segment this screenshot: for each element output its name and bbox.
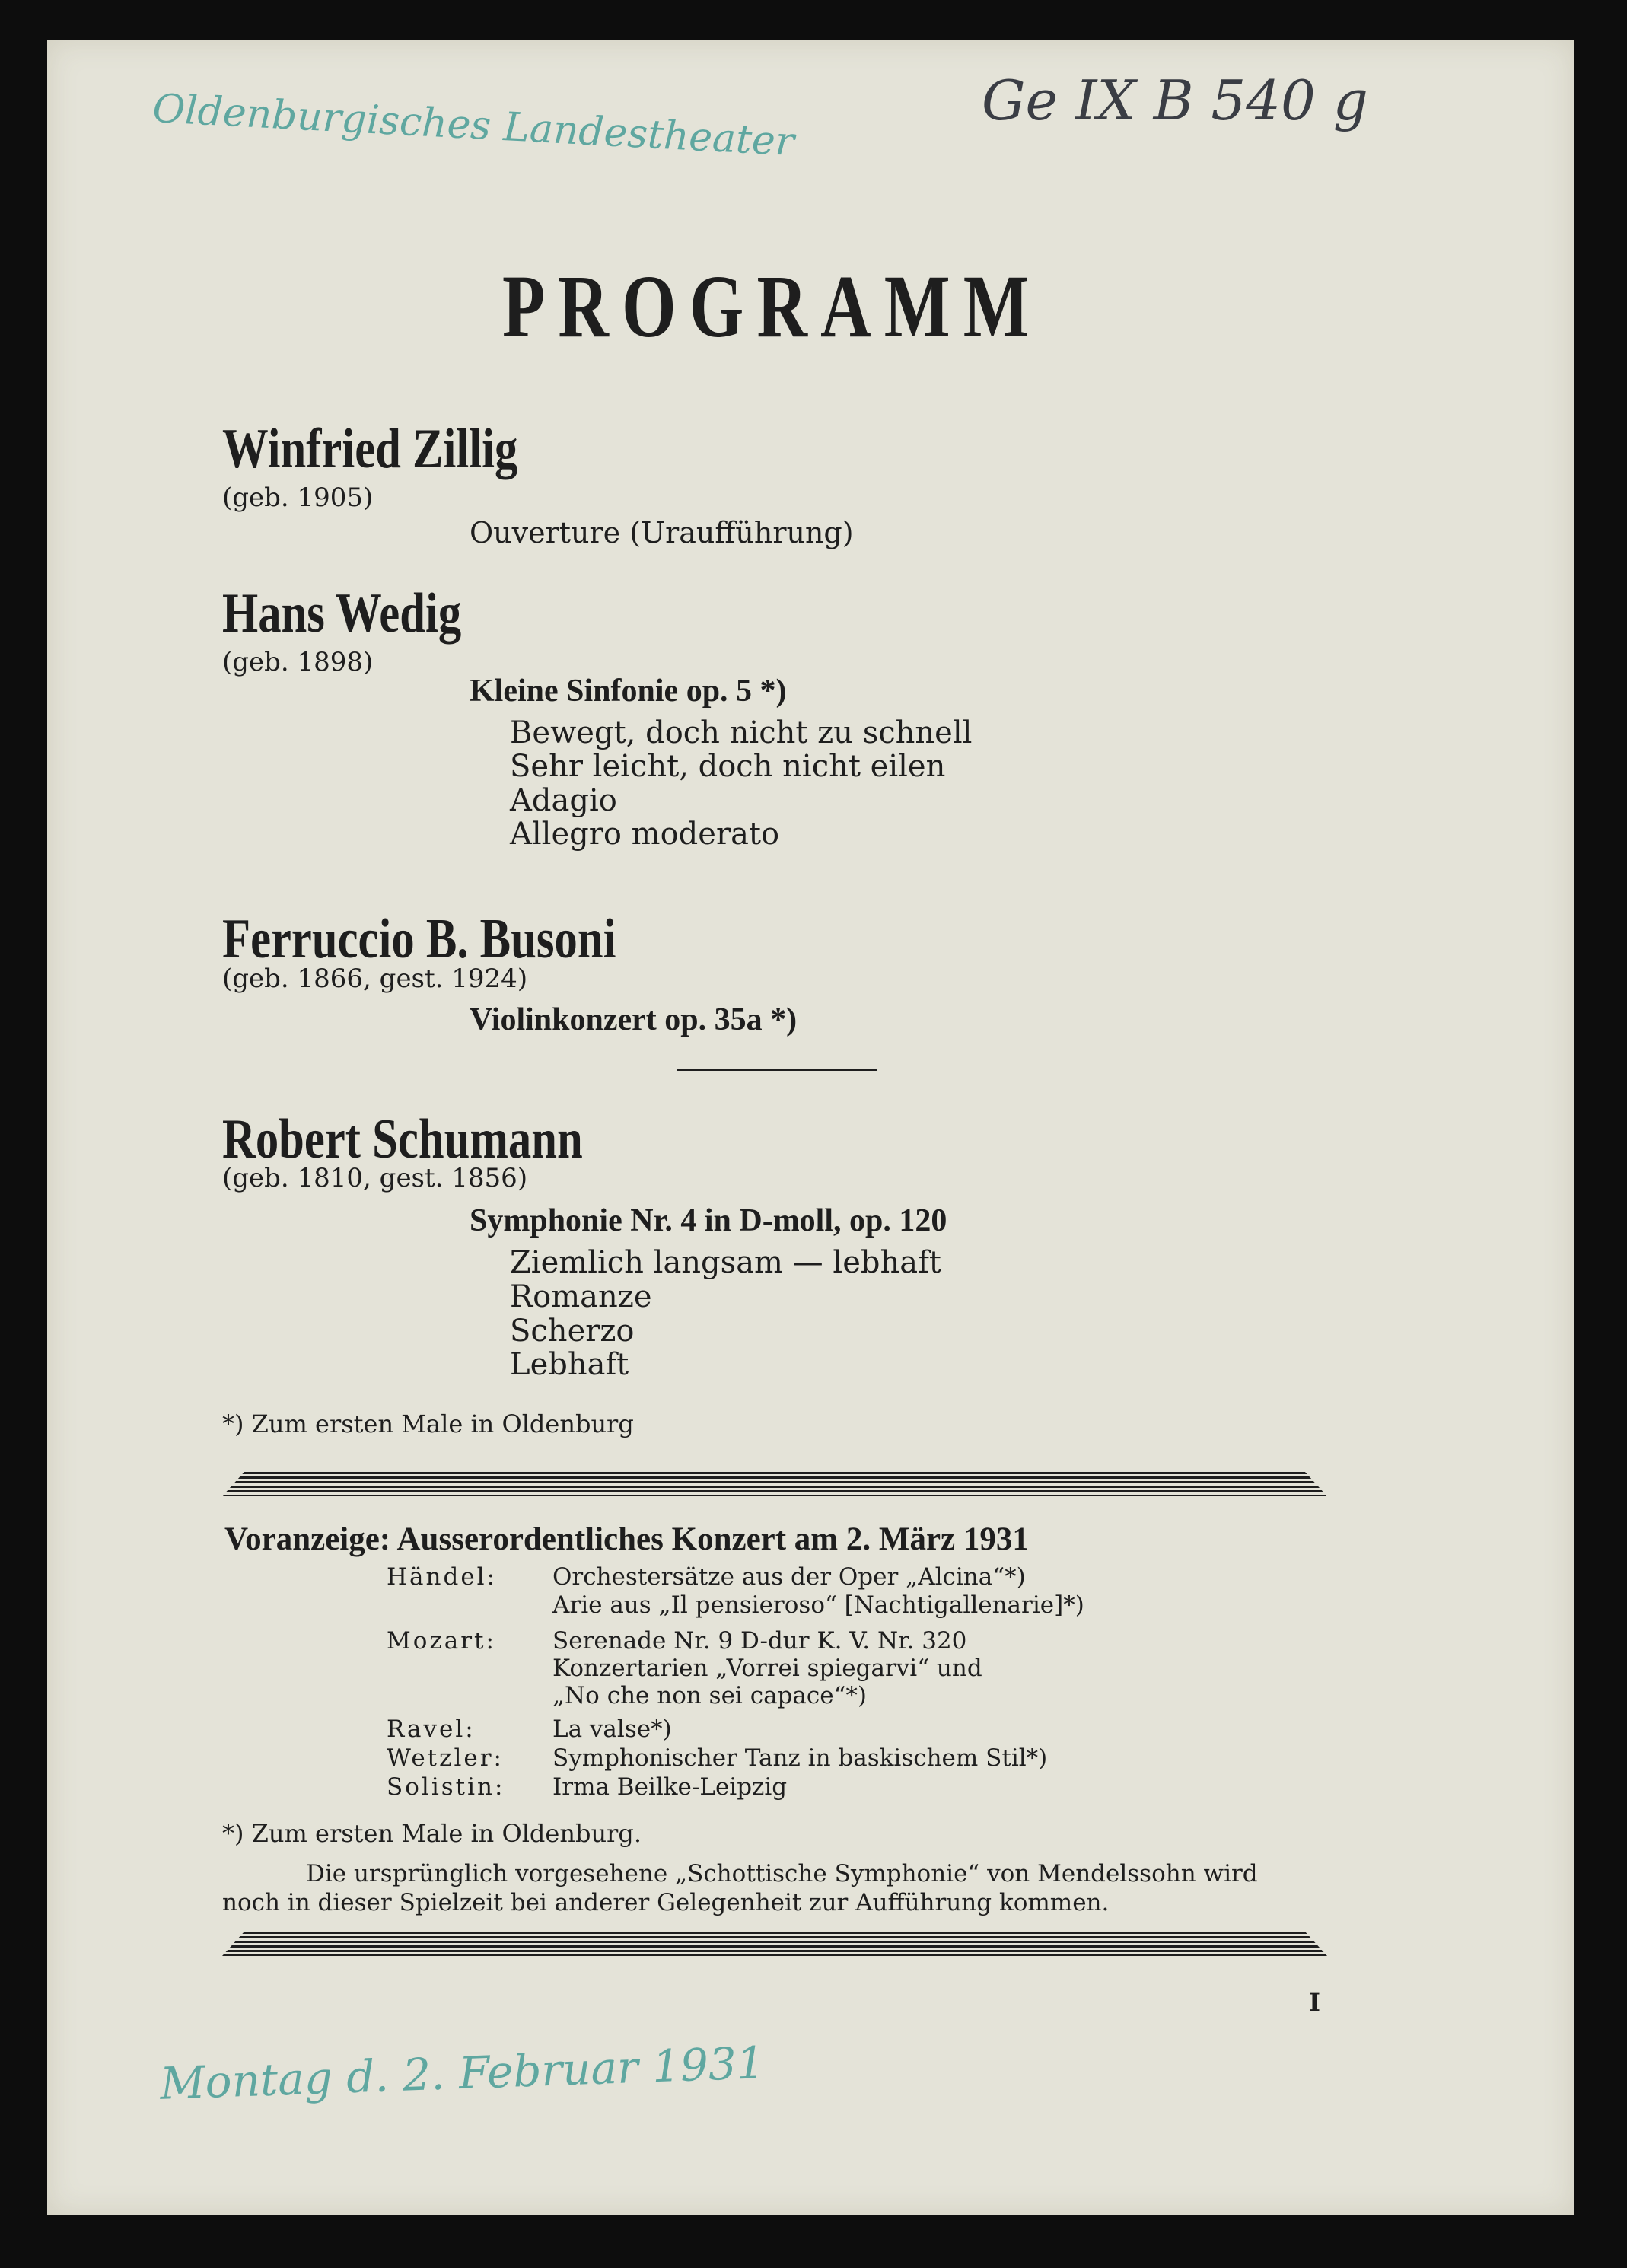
movement: Scherzo	[510, 1314, 635, 1349]
page-title: PROGRAMM	[502, 256, 1043, 356]
notice-composer-label: Händel:	[387, 1563, 498, 1591]
notice-composer-label: Ravel:	[387, 1715, 476, 1743]
footnote: *) Zum ersten Male in Oldenburg	[222, 1410, 634, 1438]
ornamental-band-bottom	[222, 1932, 1327, 1956]
work-title: Kleine Sinfonie op. 5 *)	[470, 674, 787, 709]
notice-work-line: Arie aus „Il pensieroso“ [Nachtigallenarie]*)	[552, 1591, 1084, 1619]
notice-work-line: Symphonischer Tanz in baskischem Stil*)	[552, 1744, 1048, 1772]
work-title: Ouverture (Uraufführung)	[470, 516, 854, 549]
page-number: I	[1309, 1988, 1320, 2017]
composer-name: Robert Schumann	[222, 1108, 583, 1171]
notice-footnote: *) Zum ersten Male in Oldenburg.	[222, 1819, 642, 1848]
composer-name: Ferruccio B. Busoni	[222, 908, 616, 970]
notice-composer-label: Mozart:	[387, 1627, 496, 1655]
composer-dates: (geb. 1905)	[222, 483, 374, 513]
notice-composer-label: Solistin:	[387, 1773, 505, 1801]
notice-work-line: Irma Beilke-Leipzig	[552, 1773, 788, 1801]
movement: Romanze	[510, 1279, 652, 1314]
composer-name: Winfried Zillig	[222, 418, 518, 480]
notice-work-line: Serenade Nr. 9 D-dur K. V. Nr. 320	[552, 1627, 967, 1655]
movement: Bewegt, doch nicht zu schnell	[510, 715, 973, 750]
notice-work-line: La valse*)	[552, 1715, 672, 1743]
ornamental-band-top	[222, 1472, 1327, 1496]
notice-remark: Die ursprünglich vorgesehene „Schottische Symphonie“ von Mendelssohn wird	[306, 1860, 1258, 1887]
work-title: Violinkonzert op. 35a *)	[470, 1002, 798, 1037]
movement: Allegro moderato	[510, 817, 780, 852]
composer-dates: (geb. 1810, gest. 1856)	[222, 1163, 528, 1193]
notice-work-line: „No che non sei capace“*)	[552, 1682, 868, 1709]
composer-dates: (geb. 1898)	[222, 647, 374, 677]
movement: Sehr leicht, doch nicht eilen	[510, 749, 946, 784]
composer-dates: (geb. 1866, gest. 1924)	[222, 964, 528, 994]
divider-line	[677, 1069, 877, 1071]
movement: Lebhaft	[510, 1347, 629, 1382]
notice-heading: Voranzeige: Ausserordentliches Konzert am 2. März 1931	[224, 1521, 1029, 1557]
movement: Ziemlich langsam — lebhaft	[510, 1245, 941, 1280]
notice-work-line: Konzertarien „Vorrei spiegarvi“ und	[552, 1655, 982, 1682]
handwritten-date-note: Montag d. 2. Februar 1931	[159, 2037, 766, 2110]
notice-work-line: Orchestersätze aus der Oper „Alcina“*)	[552, 1563, 1026, 1591]
handwritten-shelfmark: Ge IX B 540 g	[982, 68, 1368, 132]
composer-name: Hans Wedig	[222, 582, 462, 645]
notice-composer-label: Wetzler:	[387, 1744, 504, 1772]
notice-remark: noch in dieser Spielzeit bei anderer Gelegenheit zur Aufführung kommen.	[222, 1889, 1110, 1916]
movement: Adagio	[510, 783, 617, 818]
handwritten-note-top-left: Oldenburgisches Landestheater	[151, 85, 796, 166]
work-title: Symphonie Nr. 4 in D-moll, op. 120	[470, 1203, 947, 1238]
